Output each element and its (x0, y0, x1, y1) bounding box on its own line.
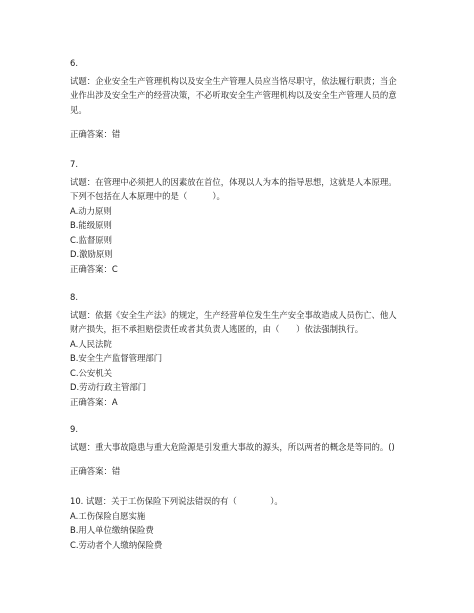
question-text-line: 试题：依据《安全生产法》的规定，生产经营单位发生生产安全事故造成人员伤亡、他人 (70, 309, 397, 320)
option-item: B.安全生产监督管理部门 (70, 353, 163, 363)
correct-answer: 正确答案：错 (70, 466, 121, 476)
question-text-line: 财产损失，拒不承担赔偿责任或者其负责人逃匿的，由（ ）依法强制执行。 (70, 324, 364, 334)
question-text-line: 下列不包括在人本原理中的是（ ）。 (70, 191, 225, 201)
question-9 (70, 422, 420, 479)
option-item: A.人民法院 (70, 338, 112, 349)
option-item: A.动力原则 (70, 205, 112, 216)
question-8 (70, 290, 420, 409)
correct-answer: 正确答案：错 (70, 129, 121, 139)
question-number: 8. (70, 292, 78, 302)
option-item: B.能级原则 (70, 220, 112, 230)
question-number: 7. (70, 159, 78, 169)
question-text-line: 试题：重大事故隐患与重大危险源是引发重大事故的源头，所以两者的概念是等同的。() (70, 441, 395, 452)
option-item: B.用人单位缴纳保险费 (70, 525, 154, 535)
option-item: D.激励原则 (70, 249, 113, 259)
question-10 (70, 494, 420, 552)
correct-answer: 正确答案：A (70, 396, 118, 407)
correct-answer: 正确答案：C (70, 263, 118, 274)
option-item: C.劳动者个人缴纳保险费 (70, 539, 163, 550)
question-text-line: 试题：在管理中必须把人的因素放在首位，体现以人为本的指导思想，这就是人本原理。 (70, 176, 397, 187)
option-item: C.监督原则 (70, 234, 113, 245)
question-number: 9. (70, 424, 78, 434)
question-7 (70, 157, 420, 276)
option-item: A.工伤保险自愿实施 (70, 510, 146, 521)
question-text-line: 见。 (70, 104, 87, 115)
question-6 (70, 56, 420, 142)
question-text-line: 10. 试题：关于工伤保险下列说法错误的有（ ）。 (70, 496, 283, 506)
question-text-line: 业作出涉及安全生产的经营决策，不必听取安全生产管理机构以及安全生产管理人员的意 (70, 90, 397, 100)
question-number: 6. (70, 58, 78, 68)
question-text-line: 试题：企业安全生产管理机构以及安全生产管理人员应当恪尽职守，依法履行职责；当企 (70, 75, 397, 86)
option-item: D.劳动行政主管部门 (70, 382, 147, 392)
option-item: C.公安机关 (70, 367, 113, 378)
